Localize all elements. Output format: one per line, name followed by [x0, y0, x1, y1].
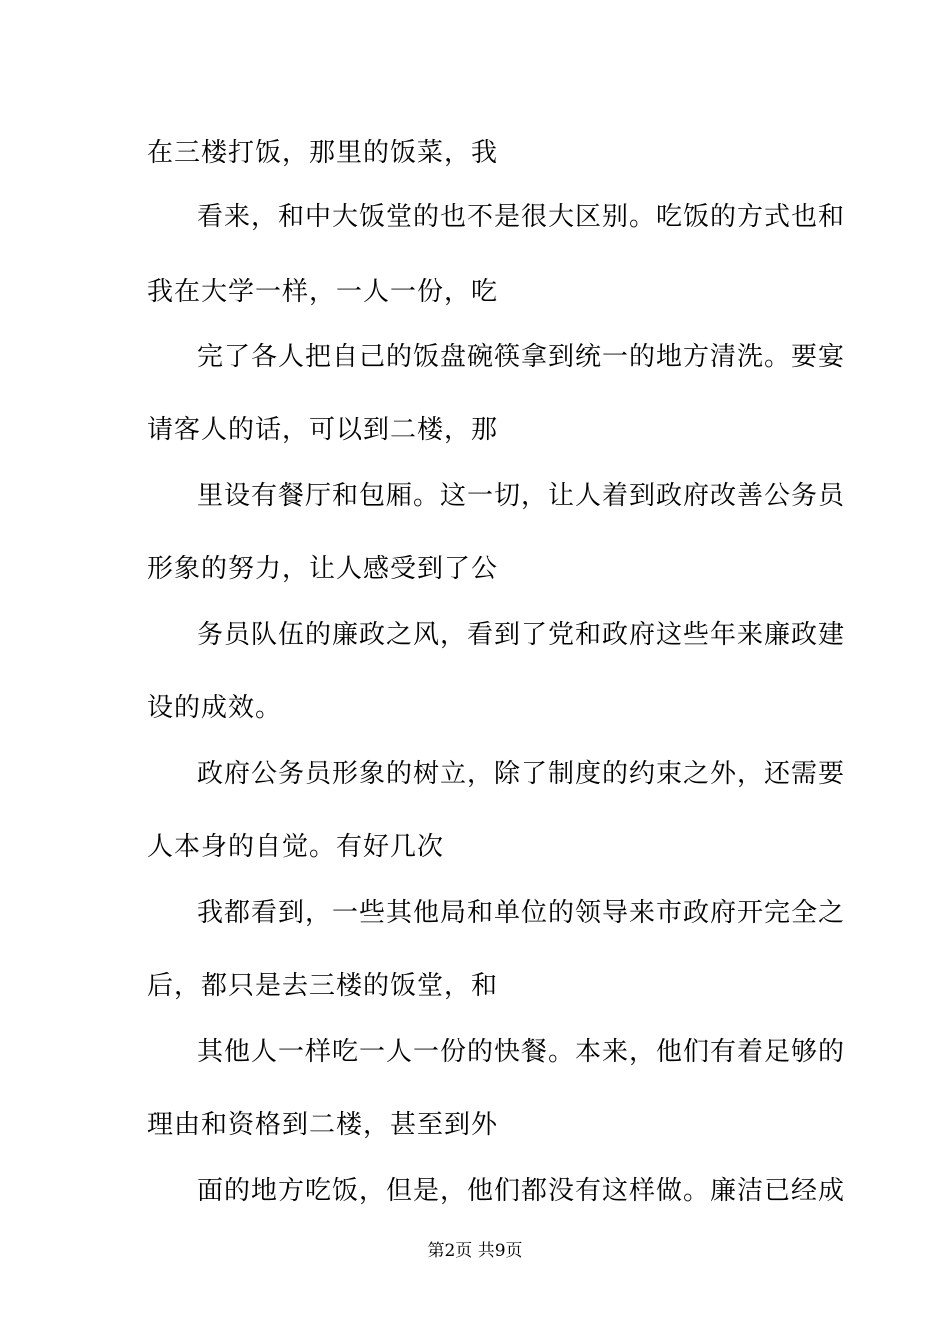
- text-line: 后，都只是去三楼的饭堂，和: [147, 971, 499, 1001]
- text-line: 形象的努力，让人感受到了公: [147, 554, 499, 584]
- text-line: 请客人的话，可以到二楼，那: [147, 415, 499, 445]
- text-line: 在三楼打饭，那里的饭菜，我: [147, 138, 499, 168]
- text-line: 面的地方吃饭，但是，他们都没有这样做。廉洁已经成: [197, 1176, 846, 1206]
- text-line: 务员队伍的廉政之风，看到了党和政府这些年来廉政建: [197, 620, 846, 650]
- text-line: 我在大学一样，一人一份，吃: [147, 277, 499, 307]
- text-line: 理由和资格到二楼，甚至到外: [147, 1110, 499, 1140]
- text-line: 看来，和中大饭堂的也不是很大区别。吃饭的方式也和: [197, 202, 846, 232]
- text-line: 其他人一样吃一人一份的快餐。本来，他们有着足够的: [197, 1037, 846, 1067]
- text-line: 政府公务员形象的树立，除了制度的约束之外，还需要: [197, 759, 846, 789]
- text-line: 完了各人把自己的饭盘碗筷拿到统一的地方清洗。要宴: [197, 342, 846, 372]
- page-footer: 第2页 共9页: [427, 1241, 523, 1261]
- text-line: 里设有餐厅和包厢。这一切，让人着到政府改善公务员: [197, 481, 846, 511]
- text-line: 设的成效。: [147, 693, 283, 723]
- text-line: 我都看到，一些其他局和单位的领导来市政府开完全之: [197, 898, 846, 928]
- text-line: 人本身的自觉。有好几次: [147, 832, 445, 862]
